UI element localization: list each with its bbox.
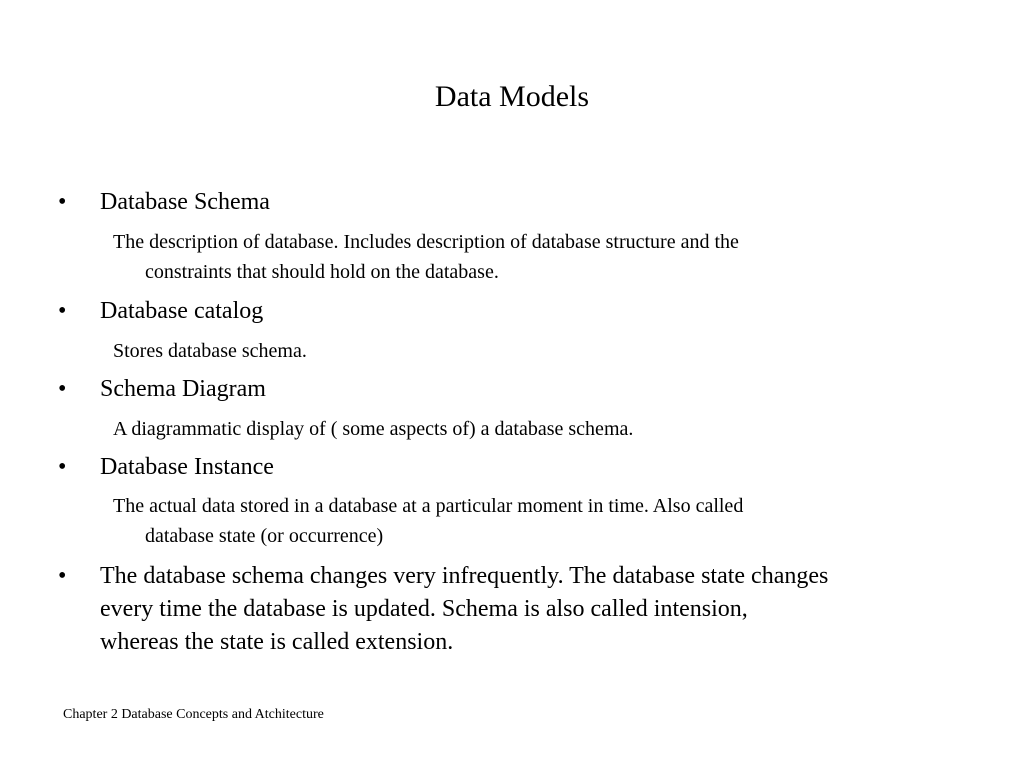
bullet-dot: • [58,454,67,480]
bullet-heading: Database catalog [100,298,264,324]
bullet-dot: • [58,189,67,215]
bullet-detail: The actual data stored in a database at a particular moment in time. Also called [113,495,744,517]
bullet-detail: Stores database schema. [113,340,307,362]
bullet-detail: The description of database. Includes description of database structure and the [113,231,739,253]
bullet-detail-continued: constraints that should hold on the database. [145,261,499,283]
slide-footer: Chapter 2 Database Concepts and Atchitecture [63,707,324,722]
bullet-dot: • [58,563,67,589]
bullet-detail: A diagrammatic display of ( some aspects of) a database schema. [113,418,634,440]
bullet-heading: Schema Diagram [100,376,266,402]
bullet-detail-continued: database state (or occurrence) [145,525,384,547]
bullet-text-line: whereas the state is called extension. [100,629,454,655]
bullet-dot: • [58,298,67,324]
bullet-heading: Database Schema [100,189,270,215]
bullet-dot: • [58,376,67,402]
bullet-text-line: every time the database is updated. Schema is also called intension, [100,596,748,622]
bullet-heading: Database Instance [100,454,274,480]
slide-title: Data Models [434,80,590,113]
bullet-text-line: The database schema changes very infrequently. The database state changes [100,563,829,589]
